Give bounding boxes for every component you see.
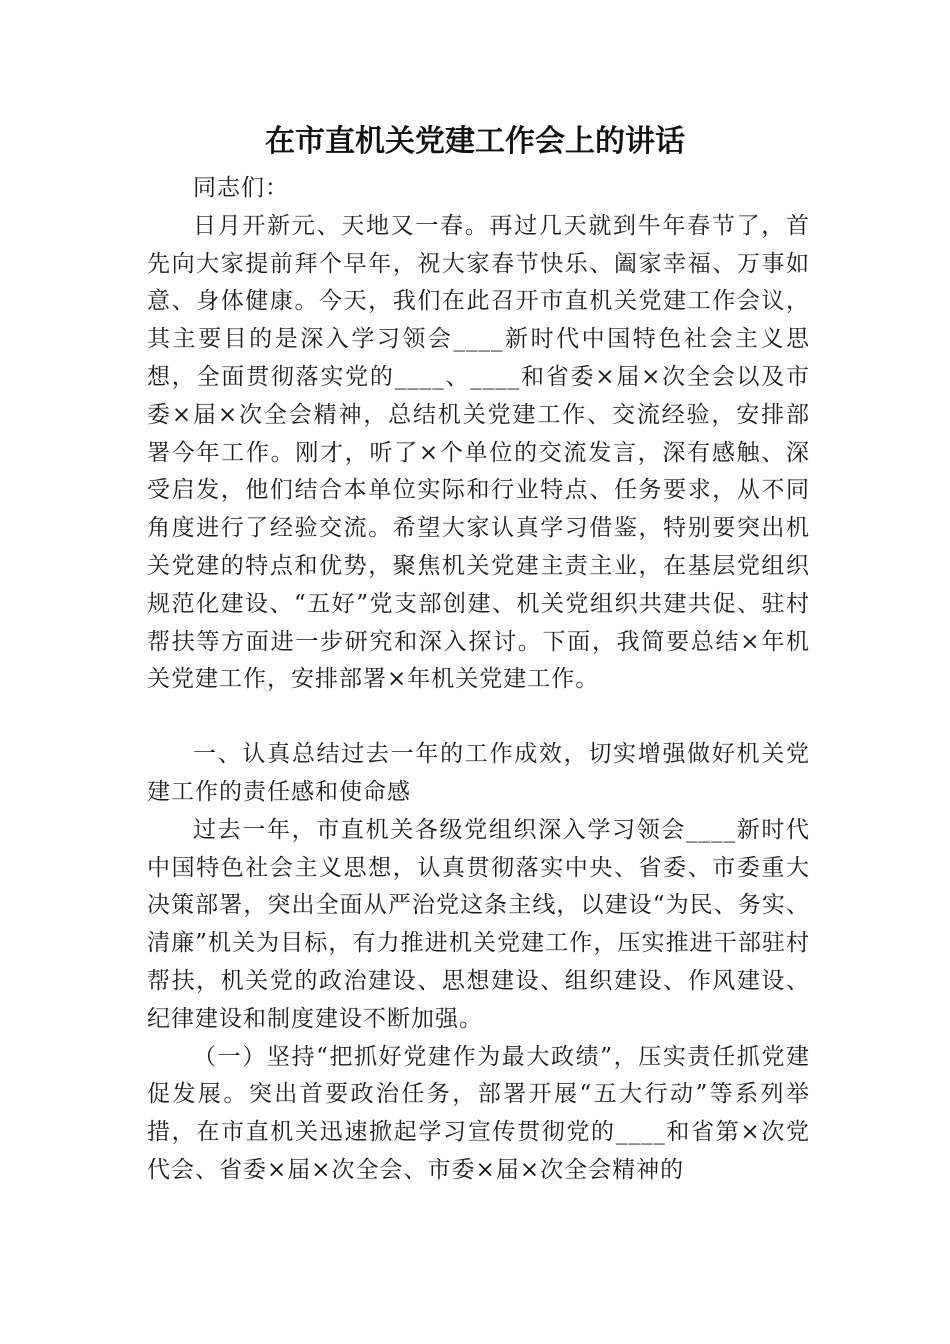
paragraph-review: 过去一年，市直机关各级党组织深入学习领会____新时代中国特色社会主义思想，认真贯彻落实中央、省委、市委重大决策部署，突出全面从严治党这条主线，以建设“为民、务实、清廉”机关为目标，有力推进机关党建工作，压实推进干部驻村帮扶，机关党的政治建设、思想建设、组织建设、作风建设、纪律建设和制度建设不断加强。 [147,816,810,1032]
paragraph-subsection-1: （一）坚持“把抓好党建作为最大政绩”，压实责任抓党建促发展。突出首要政治任务，部署开展“五大行动”等系列举措，在市直机关迅速掀起学习宣传贯彻党的____和省第×次党代会、省委×届×次全会、市委×届×次全会精神的 [147,1043,810,1183]
document-body [147,170,810,1190]
document-title: 在市直机关党建工作会上的讲话 [265,124,685,159]
section-heading-1: 一、认真总结过去一年的工作成效，切实增强做好机关党建工作的责任感和使命感 [147,741,810,805]
greeting-line: 同志们： [193,175,289,201]
paragraph-intro: 日月开新元、天地又一春。再过几天就到牛年春节了，首先向大家提前拜个早年，祝大家春节快乐、阖家幸福、万事如意、身体健康。今天，我们在此召开市直机关党建工作会议，其主要目的是深入学习领会____新时代中国特色社会主义思想，全面贯彻落实党的____、____和省委×届×次全会以及市委×届×次全会精神，总结机关党建工作、交流经验，安排部署今年工作。刚才，听了×个单位的交流发言，深有感触、深受启发，他们结合本单位实际和行业特点、任务要求，从不同角度进行了经验交流。希望大家认真学习借鉴，特别要突出机关党建的特点和优势，聚焦机关党建主责主业，在基层党组织规范化建设、“五好”党支部创建、机关党组织共建共促、驻村帮扶等方面进一步研究和深入探讨。下面，我简要总结×年机关党建工作，安排部署×年机关党建工作。 [147,212,810,693]
